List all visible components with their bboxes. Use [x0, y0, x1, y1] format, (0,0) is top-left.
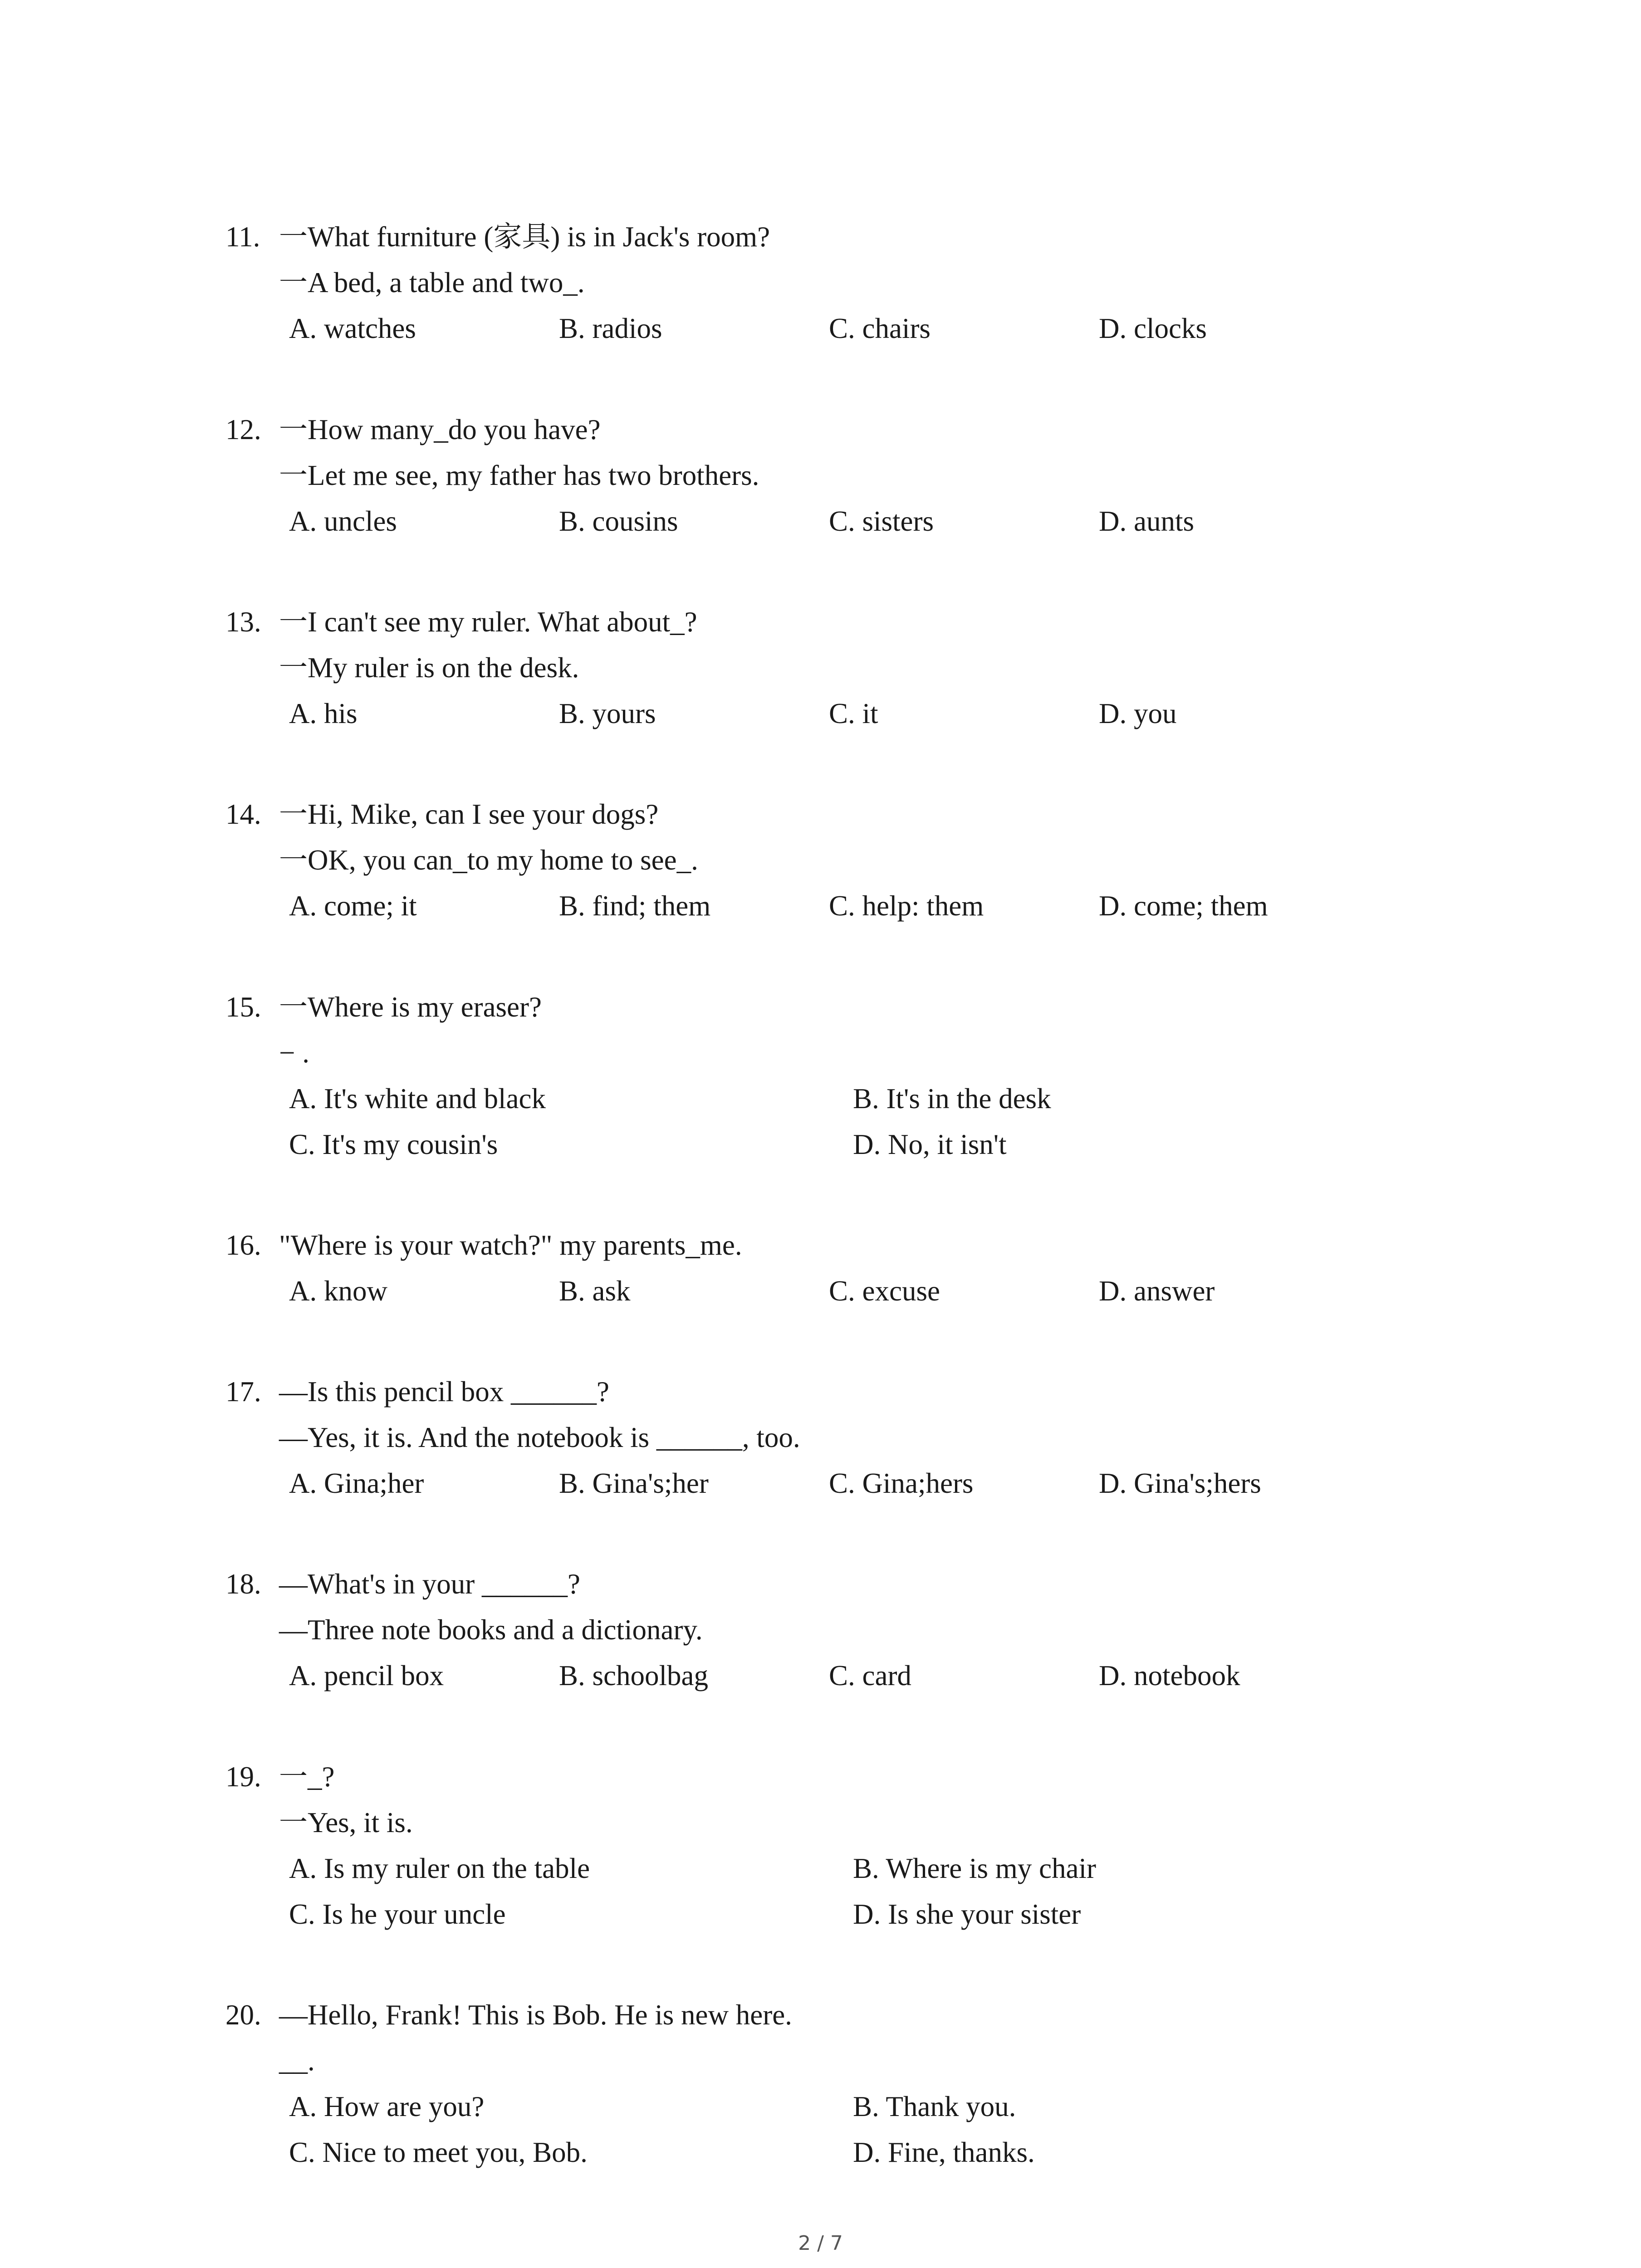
- question-number: 15.: [225, 991, 261, 1023]
- option-d: D. come; them: [1099, 890, 1268, 922]
- question-text: 一How many_do you have?: [279, 414, 601, 445]
- question-number: 16.: [225, 1229, 261, 1261]
- question-11: [225, 214, 1450, 352]
- question-16: [225, 1222, 1450, 1314]
- options-row: [225, 1846, 1450, 1892]
- option-a: A. Gina;her: [289, 1467, 424, 1499]
- question-text: —What's in your ______?: [279, 1568, 580, 1600]
- page-indicator: 2 / 7: [798, 2232, 843, 2255]
- option-b: B. ask: [559, 1275, 631, 1307]
- question-12: [225, 407, 1450, 544]
- option-b: B. radios: [559, 313, 662, 344]
- option-b: B. find; them: [559, 890, 711, 922]
- question-number: 19.: [225, 1761, 261, 1793]
- question-20: [225, 1992, 1450, 2175]
- options-row: [225, 1268, 1450, 1314]
- option-a: A. It's white and black: [289, 1083, 546, 1114]
- question-text: —Is this pencil box ______?: [279, 1376, 609, 1408]
- option-a: A. watches: [289, 313, 416, 344]
- option-a: A. know: [289, 1275, 387, 1307]
- answer-text: 一Yes, it is.: [279, 1807, 413, 1838]
- option-c: C. it: [829, 698, 878, 729]
- option-d: D. answer: [1099, 1275, 1215, 1307]
- option-d: D. No, it isn't: [853, 1129, 1007, 1160]
- option-c: C. Is he your uncle: [289, 1898, 506, 1930]
- option-b: B. Gina's;her: [559, 1467, 709, 1499]
- option-b: B. Thank you.: [853, 2091, 1016, 2122]
- option-b: B. yours: [559, 698, 656, 729]
- question-number: 20.: [225, 1999, 261, 2031]
- question-text: 一Hi, Mike, can I see your dogs?: [279, 798, 659, 830]
- question-number: 17.: [225, 1376, 261, 1408]
- options-row: [225, 1122, 1450, 1168]
- options-row: [225, 1076, 1450, 1122]
- answer-text: —Three note books and a dictionary.: [279, 1614, 703, 1646]
- option-d: D. Gina's;hers: [1099, 1467, 1261, 1499]
- option-a: A. come; it: [289, 890, 417, 922]
- question-14: [225, 792, 1450, 929]
- option-c: C. chairs: [829, 313, 931, 344]
- options-row: [225, 306, 1450, 352]
- question-number: 18.: [225, 1568, 261, 1600]
- question-text: 一Where is my eraser?: [279, 991, 542, 1023]
- option-b: B. It's in the desk: [853, 1083, 1051, 1114]
- answer-text: 一Let me see, my father has two brothers.: [279, 459, 759, 491]
- option-a: A. pencil box: [289, 1660, 444, 1691]
- option-b: B. Where is my chair: [853, 1853, 1096, 1884]
- option-d: D. Is she your sister: [853, 1898, 1081, 1930]
- answer-text: − .: [279, 1037, 310, 1069]
- options-row: [225, 499, 1450, 544]
- question-text: 一I can't see my ruler. What about_?: [279, 606, 697, 638]
- question-13: [225, 599, 1450, 737]
- option-c: C. excuse: [829, 1275, 940, 1307]
- option-d: D. aunts: [1099, 505, 1194, 537]
- question-15: [225, 984, 1450, 1168]
- question-number: 13.: [225, 606, 261, 638]
- option-d: D. Fine, thanks.: [853, 2136, 1035, 2168]
- answer-text: —Yes, it is. And the notebook is ______, too.: [279, 1422, 800, 1453]
- options-row: [225, 1892, 1450, 1937]
- options-row: [225, 2084, 1450, 2130]
- question-text: 一What furniture (家具) is in Jack's room?: [279, 221, 770, 253]
- question-17: [225, 1369, 1450, 1506]
- option-d: D. clocks: [1099, 313, 1207, 344]
- options-row: [225, 691, 1450, 737]
- option-c: C. It's my cousin's: [289, 1129, 498, 1160]
- answer-text: 一OK, you can_to my home to see_.: [279, 844, 698, 876]
- question-number: 14.: [225, 798, 261, 830]
- question-text: "Where is your watch?" my parents_me.: [279, 1229, 742, 1261]
- option-c: C. help: them: [829, 890, 984, 922]
- option-a: A. his: [289, 698, 358, 729]
- option-a: A. Is my ruler on the table: [289, 1853, 590, 1884]
- option-a: A. How are you?: [289, 2091, 485, 2122]
- answer-text: 一A bed, a table and two_.: [279, 267, 585, 298]
- options-row: [225, 2130, 1450, 2175]
- question-text: 一_?: [279, 1761, 335, 1793]
- option-c: C. card: [829, 1660, 911, 1691]
- option-b: B. schoolbag: [559, 1660, 708, 1691]
- answer-text: __.: [279, 2045, 315, 2077]
- options-row: [225, 883, 1450, 929]
- answer-text: 一My ruler is on the desk.: [279, 652, 579, 684]
- options-row: [225, 1653, 1450, 1699]
- option-c: C. Gina;hers: [829, 1467, 974, 1499]
- option-d: D. notebook: [1099, 1660, 1240, 1691]
- question-number: 11.: [225, 221, 260, 253]
- question-text: —Hello, Frank! This is Bob. He is new here.: [279, 1999, 792, 2031]
- option-b: B. cousins: [559, 505, 678, 537]
- option-a: A. uncles: [289, 505, 397, 537]
- option-c: C. sisters: [829, 505, 934, 537]
- question-19: [225, 1754, 1450, 1937]
- options-row: [225, 1461, 1450, 1506]
- question-18: [225, 1561, 1450, 1699]
- option-d: D. you: [1099, 698, 1177, 729]
- option-c: C. Nice to meet you, Bob.: [289, 2136, 588, 2168]
- question-number: 12.: [225, 414, 261, 445]
